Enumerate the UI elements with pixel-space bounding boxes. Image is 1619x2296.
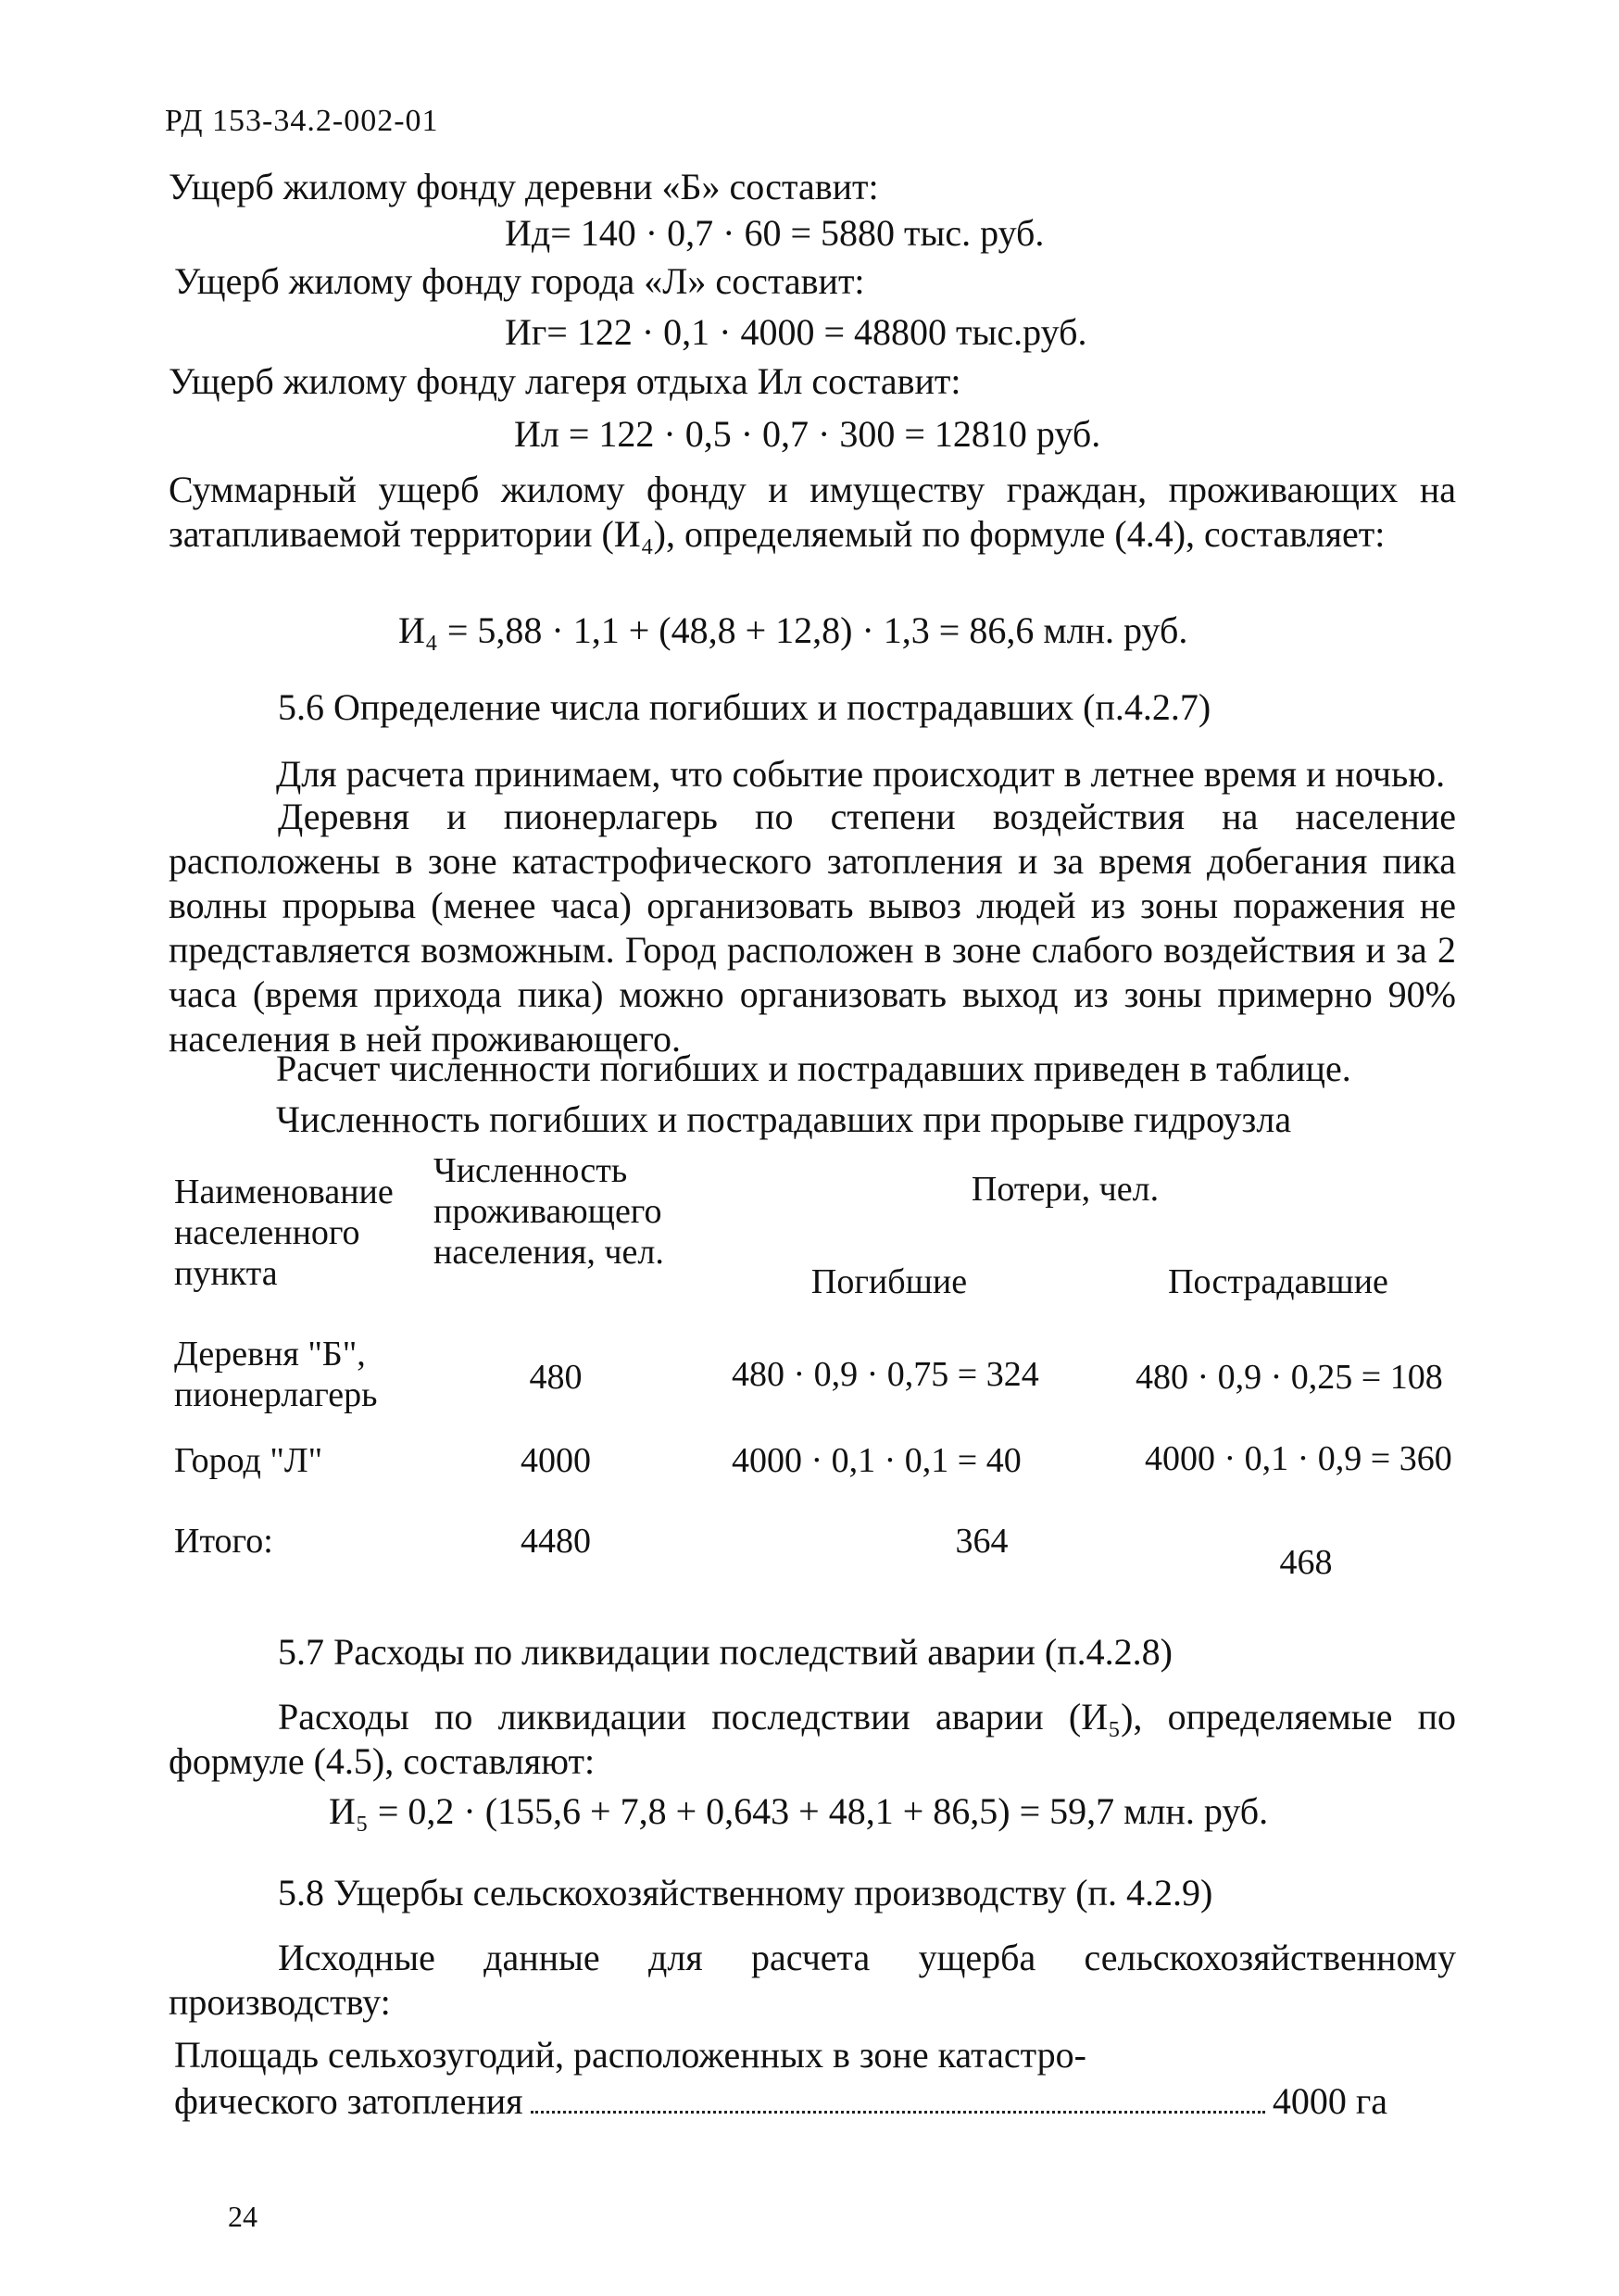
row-injured: 4000 · 0,1 · 0,9 = 360 [1145,1439,1452,1478]
row-name: Итого: [174,1522,273,1561]
row-population: 4000 [521,1441,591,1480]
section-heading: 5.7 Расходы по ликвидации последствий аварии (п.4.2.8) [278,1631,1173,1673]
formula: Иг= 122 · 0,1 · 4000 = 48800 тыс.руб. [505,311,1087,353]
paragraph: Расчет численности погибших и пострадавших приведен в таблице. [276,1048,1351,1089]
text-line: Ущерб жилому фонду деревни «Б» составит: [169,166,879,207]
list-item-leader-row [174,2079,1387,2123]
list-item-text: фического затопления [174,2080,523,2122]
list-item-text: Площадь сельхозугодий, расположенных в зоне катастро- [174,2034,1086,2076]
formula: И₅ = 0,2 · (155,6 + 7,8 + 0,643 + 48,1 + 86,5) = 59,7 млн. руб. [329,1790,1269,1832]
header-population: Численность проживающего населения, чел. [433,1151,664,1272]
text-line: Ущерб жилому фонду лагеря отдыха Ил составит: [169,360,961,402]
row-population: 4480 [521,1522,591,1561]
header-dead: Погибшие [810,1262,968,1301]
paragraph: Деревня и пионерлагерь по степени воздействия на население расположены в зоне катастрофического затопления и за время добегания пика волны прорыва (менее часа) организовать вывоз людей из зоны поражения не представляется возможным. Город расположен в зоне слабого воздействия и за 2 часа (время прихода пика) можно организовать выход из зоны примерно 90% населения в ней проживающего. [169,796,1456,1060]
page-number: 24 [228,2200,257,2233]
table-caption: Численность погибших и пострадавших при прорыве гидроузла [276,1098,1292,1140]
paragraph: Расходы по ликвидации последствии аварии (И₅), определяемые по формуле (4.5), составляют: [169,1696,1456,1782]
row-injured: 480 · 0,9 · 0,25 = 108 [1136,1358,1443,1397]
formula: И₄ = 5,88 · 1,1 + (48,8 + 12,8) · 1,3 = 86,6 млн. руб. [398,609,1188,651]
row-population: 480 [529,1358,583,1397]
paragraph: Исходные данные для расчета ущерба сельскохозяйственному производству: [169,1937,1456,2023]
section-heading: 5.8 Ущербы сельскохозяйственному производству (п. 4.2.9) [278,1872,1213,1913]
formula: Ид= 140 · 0,7 · 60 = 5880 тыс. руб. [505,212,1045,254]
formula: Ил = 122 · 0,5 · 0,7 · 300 = 12810 руб. [514,413,1101,455]
row-name: Город "Л" [174,1441,323,1480]
row-dead: 364 [955,1522,1009,1561]
header-losses: Потери, чел. [971,1170,1160,1209]
row-name: Деревня "Б", пионерлагерь [174,1335,378,1414]
list-item-value: 4000 га [1272,2080,1387,2122]
row-dead: 4000 · 0,1 · 0,1 = 40 [732,1441,1022,1480]
row-dead: 480 · 0,9 · 0,75 = 324 [732,1355,1039,1394]
paragraph: Суммарный ущерб жилому фонду и имуществу граждан, проживающих на затапливаемой территории (И₄), определяемый по формуле (4.4), составляет: [169,469,1456,555]
dot-leader [531,2111,1265,2114]
text-line: Ущерб жилому фонду города «Л» составит: [174,260,865,302]
paragraph: Для расчета принимаем, что событие происходит в летнее время и ночью. [276,753,1446,795]
header-name: Наименование населенного пункта [174,1173,394,1293]
document-code: РД 153-34.2-002-01 [165,104,439,138]
header-injured: Пострадавшие [1168,1262,1388,1301]
row-injured: 468 [1279,1543,1333,1582]
section-heading: 5.6 Определение числа погибших и пострадавших (п.4.2.7) [278,686,1211,728]
